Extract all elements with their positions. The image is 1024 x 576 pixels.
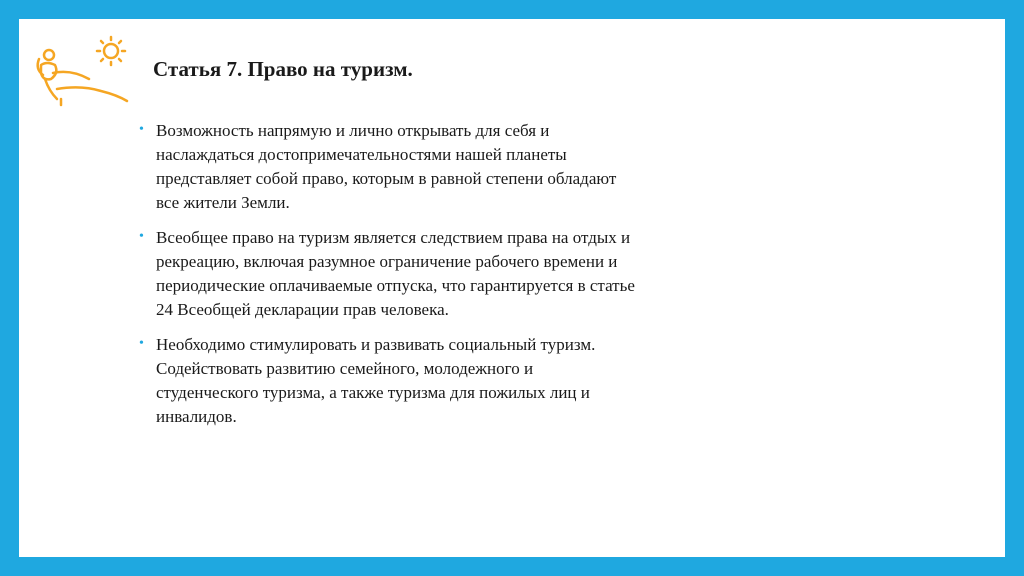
list-item-text: Всеобщее право на туризм является следствием права на отдых и рекреацию, включая разумное ограничение рабочего времени и периодические оплачиваемые отпуска, что гарантируется в статье 24 Всеобщей декларации прав человека. (156, 228, 635, 319)
bullet-list (139, 119, 639, 440)
list-item-text: Возможность напрямую и лично открывать для себя и наслаждаться достопримечательностями нашей планеты представляет собой право, которым в равной степени обладают все жители Земли. (156, 121, 617, 212)
bullet-marker: • (139, 122, 144, 137)
slide-title: Статья 7. Право на туризм. (153, 57, 413, 81)
bullet-marker: • (139, 336, 144, 351)
bullet-marker: • (139, 229, 144, 244)
list-item (139, 226, 639, 322)
list-item (139, 333, 639, 429)
slide (19, 19, 1005, 557)
sun-traveler-icon (31, 29, 131, 109)
list-item-text: Необходимо стимулировать и развивать социальный туризм. Содействовать развитию семейного, молодежного и студенческого туризма, а также туризма для пожилых лиц и инвалидов. (156, 335, 596, 426)
list-item (139, 119, 639, 215)
